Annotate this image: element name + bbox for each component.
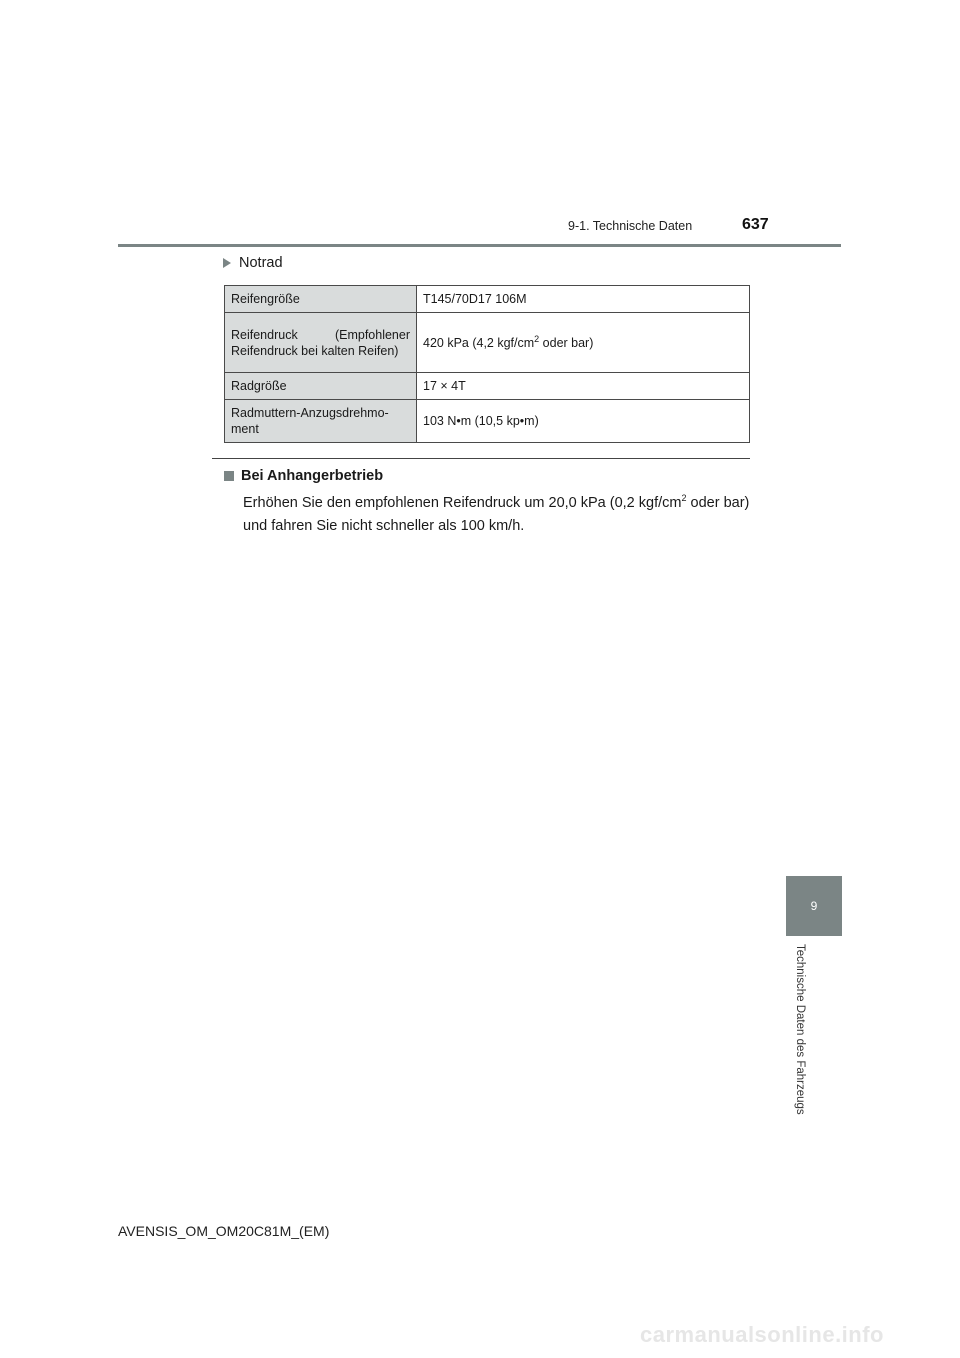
chapter-number: 9 [810,899,818,913]
value-text: oder bar) [539,335,594,350]
table-key-cell: Radgröße [225,373,417,400]
table-value-cell: 17 × 4T [417,373,750,400]
table-row [225,373,750,400]
chapter-side-label: Technische Daten des Fahrzeugs [794,944,806,1115]
table-row [225,286,750,313]
header-rule [118,244,841,247]
section-heading [224,468,383,484]
section-body-text [243,492,753,538]
table-key-cell: Reifendruck (Empfohlener Reifendruck bei kalten Reifen) [225,313,417,373]
chapter-tab [786,876,842,936]
spec-table [224,285,750,443]
body-text-part: Erhöhen Sie den empfohlenen Reifendruck um 20,0 kPa (0,2 kgf/cm [243,495,682,511]
body-text-part: oder bar) und fahren Sie nicht schneller als 100 km/h. [243,495,750,534]
section-divider [212,458,750,459]
subsection-heading [223,255,283,271]
table-value-cell [417,313,750,373]
header-section-title: 9-1. Technische Daten [568,219,693,233]
table-row [225,400,750,443]
table-key-cell: Radmuttern-Anzugsdrehmo-ment [225,400,417,443]
value-text: 420 kPa (4,2 kgf/cm [423,335,535,350]
table-value-cell: T145/70D17 106M [417,286,750,313]
watermark: carmanualsonline.info [640,1322,884,1347]
subsection-title: Notrad [239,255,283,271]
triangle-bullet-icon [223,258,231,268]
square-bullet-icon [224,471,234,481]
table-key-cell: Reifengröße [225,286,417,313]
superscript: 2 [534,333,540,344]
table-value-cell: 103 N•m (10,5 kp•m) [417,400,750,443]
page-number: 637 [742,216,769,233]
section-heading-text: Bei Anhangerbetrieb [241,468,384,484]
footer-code: AVENSIS_OM_OM20C81M_(EM) [118,1223,330,1239]
superscript: 2 [681,493,687,504]
table-row [225,313,750,373]
